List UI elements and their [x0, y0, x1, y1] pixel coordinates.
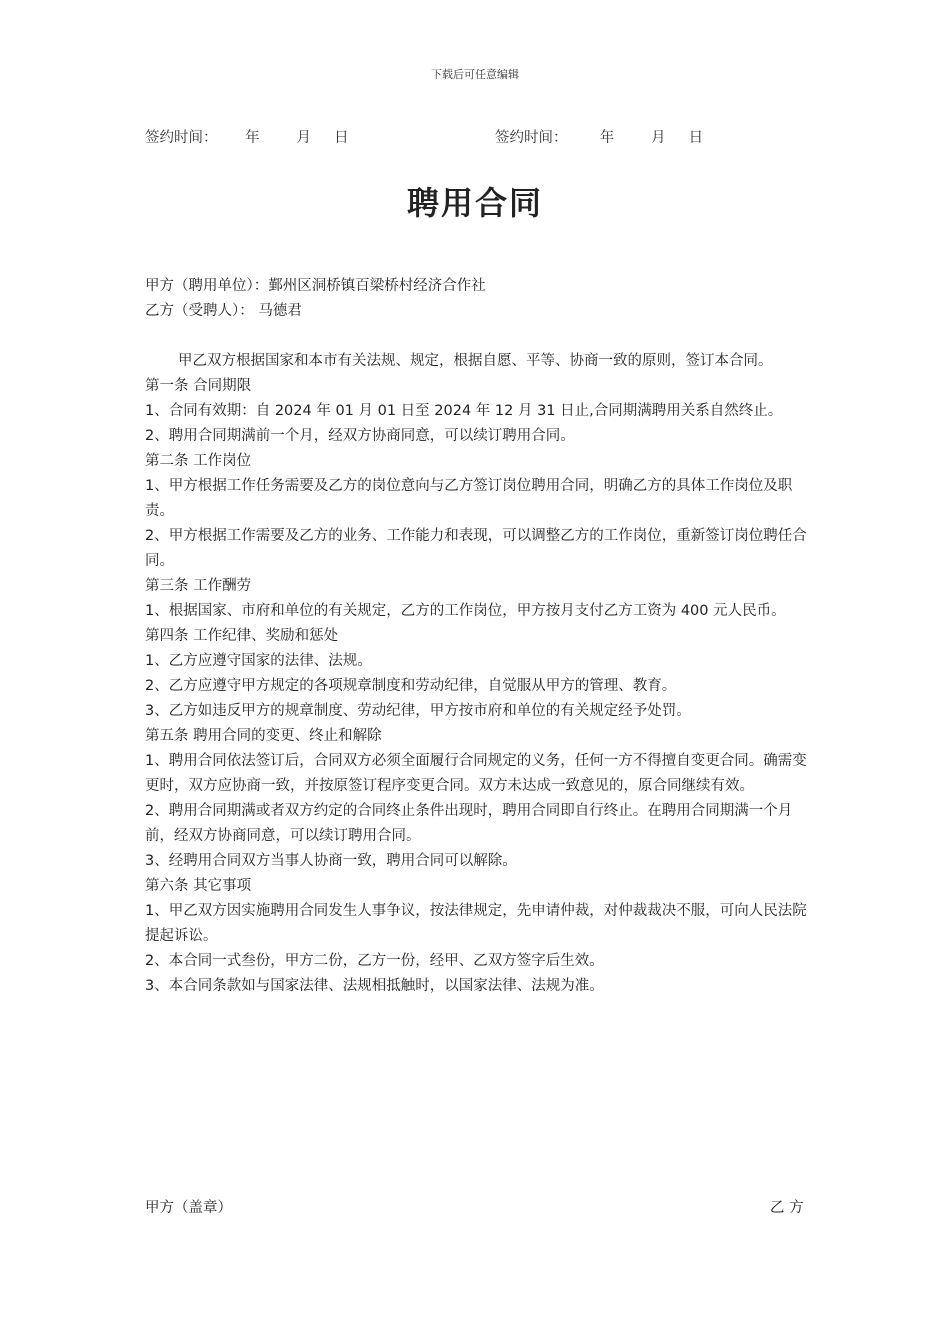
section-item: 1、合同有效期：自 2024 年 01 月 01 日至 2024 年 12 月 31 日止,合同期满聘用关系自然终止。: [145, 403, 783, 419]
sign-time-right: 签约时间： 年 月 日: [495, 130, 704, 146]
party-a-signature: 甲方（盖章）: [145, 1200, 232, 1216]
section-heading: 第一条 合同期限: [145, 378, 252, 394]
section-heading: 第四条 工作纪律、奖励和惩处: [145, 628, 339, 644]
section-heading: 第二条 工作岗位: [145, 453, 252, 469]
section-item: 2、聘用合同期满或者双方约定的合同终止条件出现时，聘用合同即自行终止。在聘用合同期满一个月前，经双方协商同意，可以续订聘用合同。: [145, 803, 793, 844]
section-item: 1、根据国家、市府和单位的有关规定，乙方的工作岗位，甲方按月支付乙方工资为 400 元人民币。: [145, 603, 786, 619]
section-item: 2、乙方应遵守甲方规定的各项规章制度和劳动纪律，自觉服从甲方的管理、教育。: [145, 678, 677, 694]
section-heading: 第五条 聘用合同的变更、终止和解除: [145, 728, 382, 744]
section-item: 1、乙方应遵守国家的法律、法规。: [145, 653, 372, 669]
intro-paragraph: 甲乙双方根据国家和本市有关法规、规定，根据自愿、平等、协商一致的原则，签订本合同。: [178, 353, 773, 369]
header-note: 下载后可任意编辑: [431, 68, 519, 81]
section-item: 2、甲方根据工作需要及乙方的业务、工作能力和表现，可以调整乙方的工作岗位，重新签订岗位聘任合同。: [145, 528, 807, 569]
contract-body: [145, 274, 813, 999]
section-item: 1、聘用合同依法签订后，合同双方必须全面履行合同规定的义务，任何一方不得擅自变更合同。确需变更时，双方应协商一致，并按原签订程序变更合同。双方未达成一致意见的，原合同继续有效。: [145, 753, 807, 794]
party-b-line: 乙方（受聘人）： 马德君: [145, 303, 302, 319]
section-item: 3、本合同条款如与国家法律、法规相抵触时，以国家法律、法规为准。: [145, 978, 604, 994]
party-a-line: 甲方（聘用单位）：鄞州区洞桥镇百梁桥村经济合作社: [145, 278, 486, 294]
party-b-signature: 乙 方: [770, 1200, 804, 1216]
section-item: 3、乙方如违反甲方的规章制度、劳动纪律，甲方按市府和单位的有关规定经予处罚。: [145, 703, 691, 719]
section-heading: 第三条 工作酬劳: [145, 578, 252, 594]
section-item: 1、甲方根据工作任务需要及乙方的岗位意向与乙方签订岗位聘用合同，明确乙方的具体工作岗位及职责。: [145, 478, 793, 519]
section-item: 2、聘用合同期满前一个月，经双方协商同意，可以续订聘用合同。: [145, 428, 575, 444]
section-item: 3、经聘用合同双方当事人协商一致，聘用合同可以解除。: [145, 853, 517, 869]
document-title: 聘用合同: [406, 184, 543, 222]
section-item: 1、甲乙双方因实施聘用合同发生人事争议，按法律规定，先申请仲裁，对仲裁裁决不服，可向人民法院提起诉讼。: [145, 903, 807, 944]
sign-time-left: 签约时间： 年 月 日: [145, 130, 349, 146]
section-item: 2、本合同一式叁份，甲方二份，乙方一份，经甲、乙双方签字后生效。: [145, 953, 604, 969]
section-heading: 第六条 其它事项: [145, 878, 252, 894]
